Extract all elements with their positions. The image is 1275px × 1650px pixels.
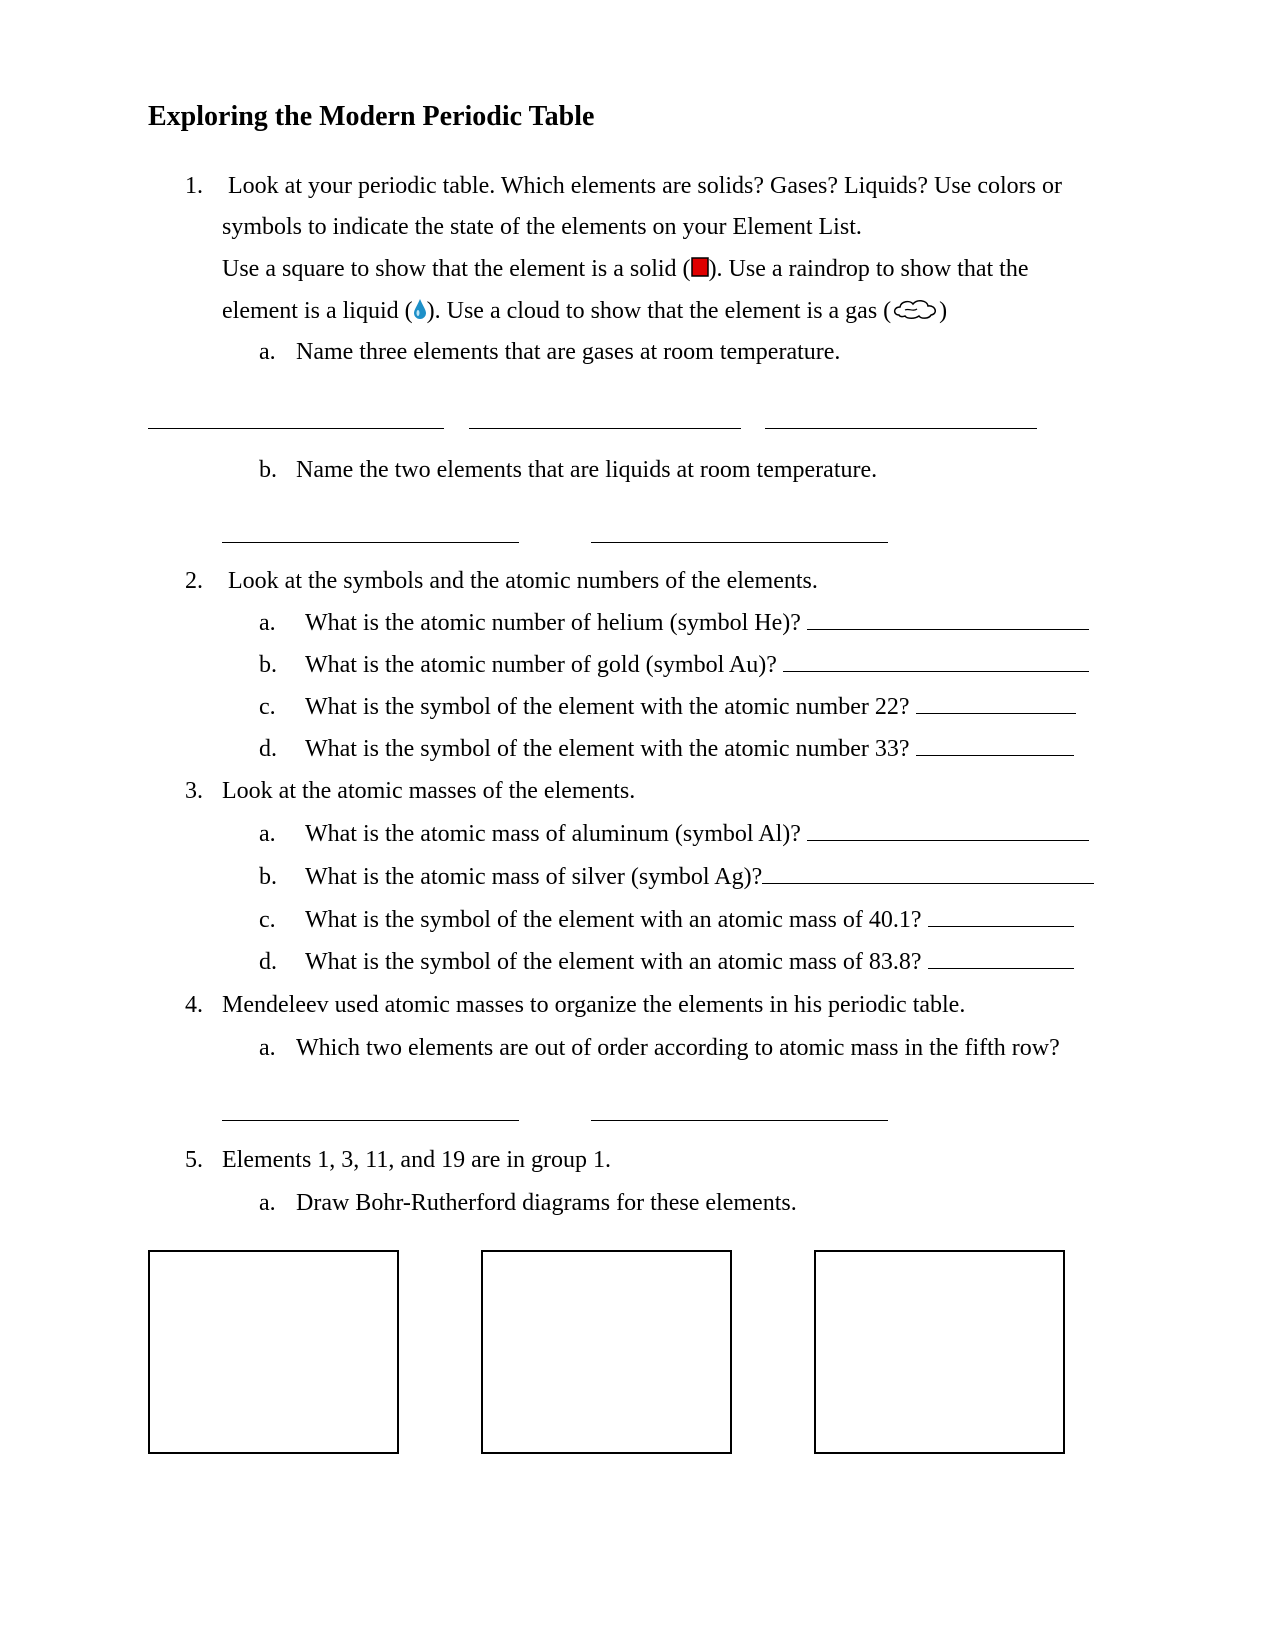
answer-line[interactable] [765,428,1037,429]
q5a-text: Draw Bohr-Rutherford diagrams for these elements. [296,1190,797,1216]
answer-blank[interactable] [928,948,1074,969]
q5a-letter: a. [259,1190,276,1216]
q4a-text: Which two elements are out of order according to atomic mass in the fifth row? [296,1035,1060,1061]
drawing-box[interactable] [481,1250,732,1454]
q3-text: Look at the atomic masses of the elements. [222,778,636,804]
q1-line4-before: element is a liquid ( [222,298,413,324]
answer-line[interactable] [469,428,741,429]
q3d-question: What is the symbol of the element with an atomic mass of 83.8? [305,949,922,975]
q2d-letter: d. [259,736,277,762]
solid-square-icon [691,256,709,284]
q4-text: Mendeleev used atomic masses to organize the elements in his periodic table. [222,992,966,1018]
answer-line[interactable] [591,542,888,543]
q3a-question: What is the atomic mass of aluminum (symbol Al)? [305,821,801,847]
q3b-question: What is the atomic mass of silver (symbol Ag)? [305,864,763,890]
q1a-text: Name three elements that are gases at room temperature. [296,339,841,365]
q2b-question: What is the atomic number of gold (symbol Au)? [305,652,777,678]
q1b-text: Name the two elements that are liquids at room temperature. [296,457,878,483]
answer-blank[interactable] [916,735,1074,756]
q4-number: 4. [185,992,203,1018]
q1-line3-after: ). Use a raindrop to show that the [708,256,1029,282]
q3a-letter: a. [259,821,276,847]
q1-number: 1. [185,173,203,199]
answer-blank[interactable] [807,820,1089,841]
answer-line[interactable] [591,1120,888,1121]
q5-text: Elements 1, 3, 11, and 19 are in group 1. [222,1147,612,1173]
answer-line[interactable] [222,542,519,543]
answer-blank[interactable] [783,651,1089,672]
q1-line1: Look at your periodic table. Which elements are solids? Gases? Liquids? Use colors or [228,173,1062,199]
q3c-text [305,906,1074,934]
drawing-box[interactable] [148,1250,399,1454]
q2c-question: What is the symbol of the element with the atomic number 22? [305,694,910,720]
q1-line4-mid: ). Use a cloud to show that the element is a gas ( [426,298,892,324]
q2d-text [305,735,1074,763]
q1-line4-after: ) [939,298,948,324]
answer-line[interactable] [148,428,444,429]
q1-line3 [222,255,1028,284]
answer-line[interactable] [222,1120,519,1121]
q2a-letter: a. [259,610,276,636]
q3c-question: What is the symbol of the element with an atomic mass of 40.1? [305,907,922,933]
answer-blank[interactable] [928,906,1074,927]
q2a-question: What is the atomic number of helium (symbol He)? [305,610,801,636]
raindrop-icon [413,298,427,327]
q3d-text [305,948,1074,976]
q2b-text [305,651,1089,679]
q3b-letter: b. [259,864,277,890]
q2-text: Look at the symbols and the atomic numbers of the elements. [228,568,818,594]
q3a-text [305,820,1089,848]
drawing-box[interactable] [814,1250,1065,1454]
q2b-letter: b. [259,652,277,678]
answer-blank[interactable] [762,863,1094,884]
q2-number: 2. [185,568,203,594]
q4a-letter: a. [259,1035,276,1061]
answer-blank[interactable] [807,609,1089,630]
q3-number: 3. [185,778,203,804]
q2a-text [305,609,1089,637]
q1-line4 [222,297,947,327]
q3b-text [305,863,1094,891]
q2d-question: What is the symbol of the element with the atomic number 33? [305,736,910,762]
answer-blank[interactable] [916,693,1076,714]
q1-line2: symbols to indicate the state of the elements on your Element List. [222,214,862,240]
q2c-text [305,693,1076,721]
q3d-letter: d. [259,949,277,975]
q2c-letter: c. [259,694,276,720]
q5-number: 5. [185,1147,203,1173]
page-title: Exploring the Modern Periodic Table [148,101,595,132]
q1-line3-before: Use a square to show that the element is a solid ( [222,256,691,282]
q1b-letter: b. [259,457,277,483]
cloud-icon [891,298,939,327]
q3c-letter: c. [259,907,276,933]
q1a-letter: a. [259,339,276,365]
